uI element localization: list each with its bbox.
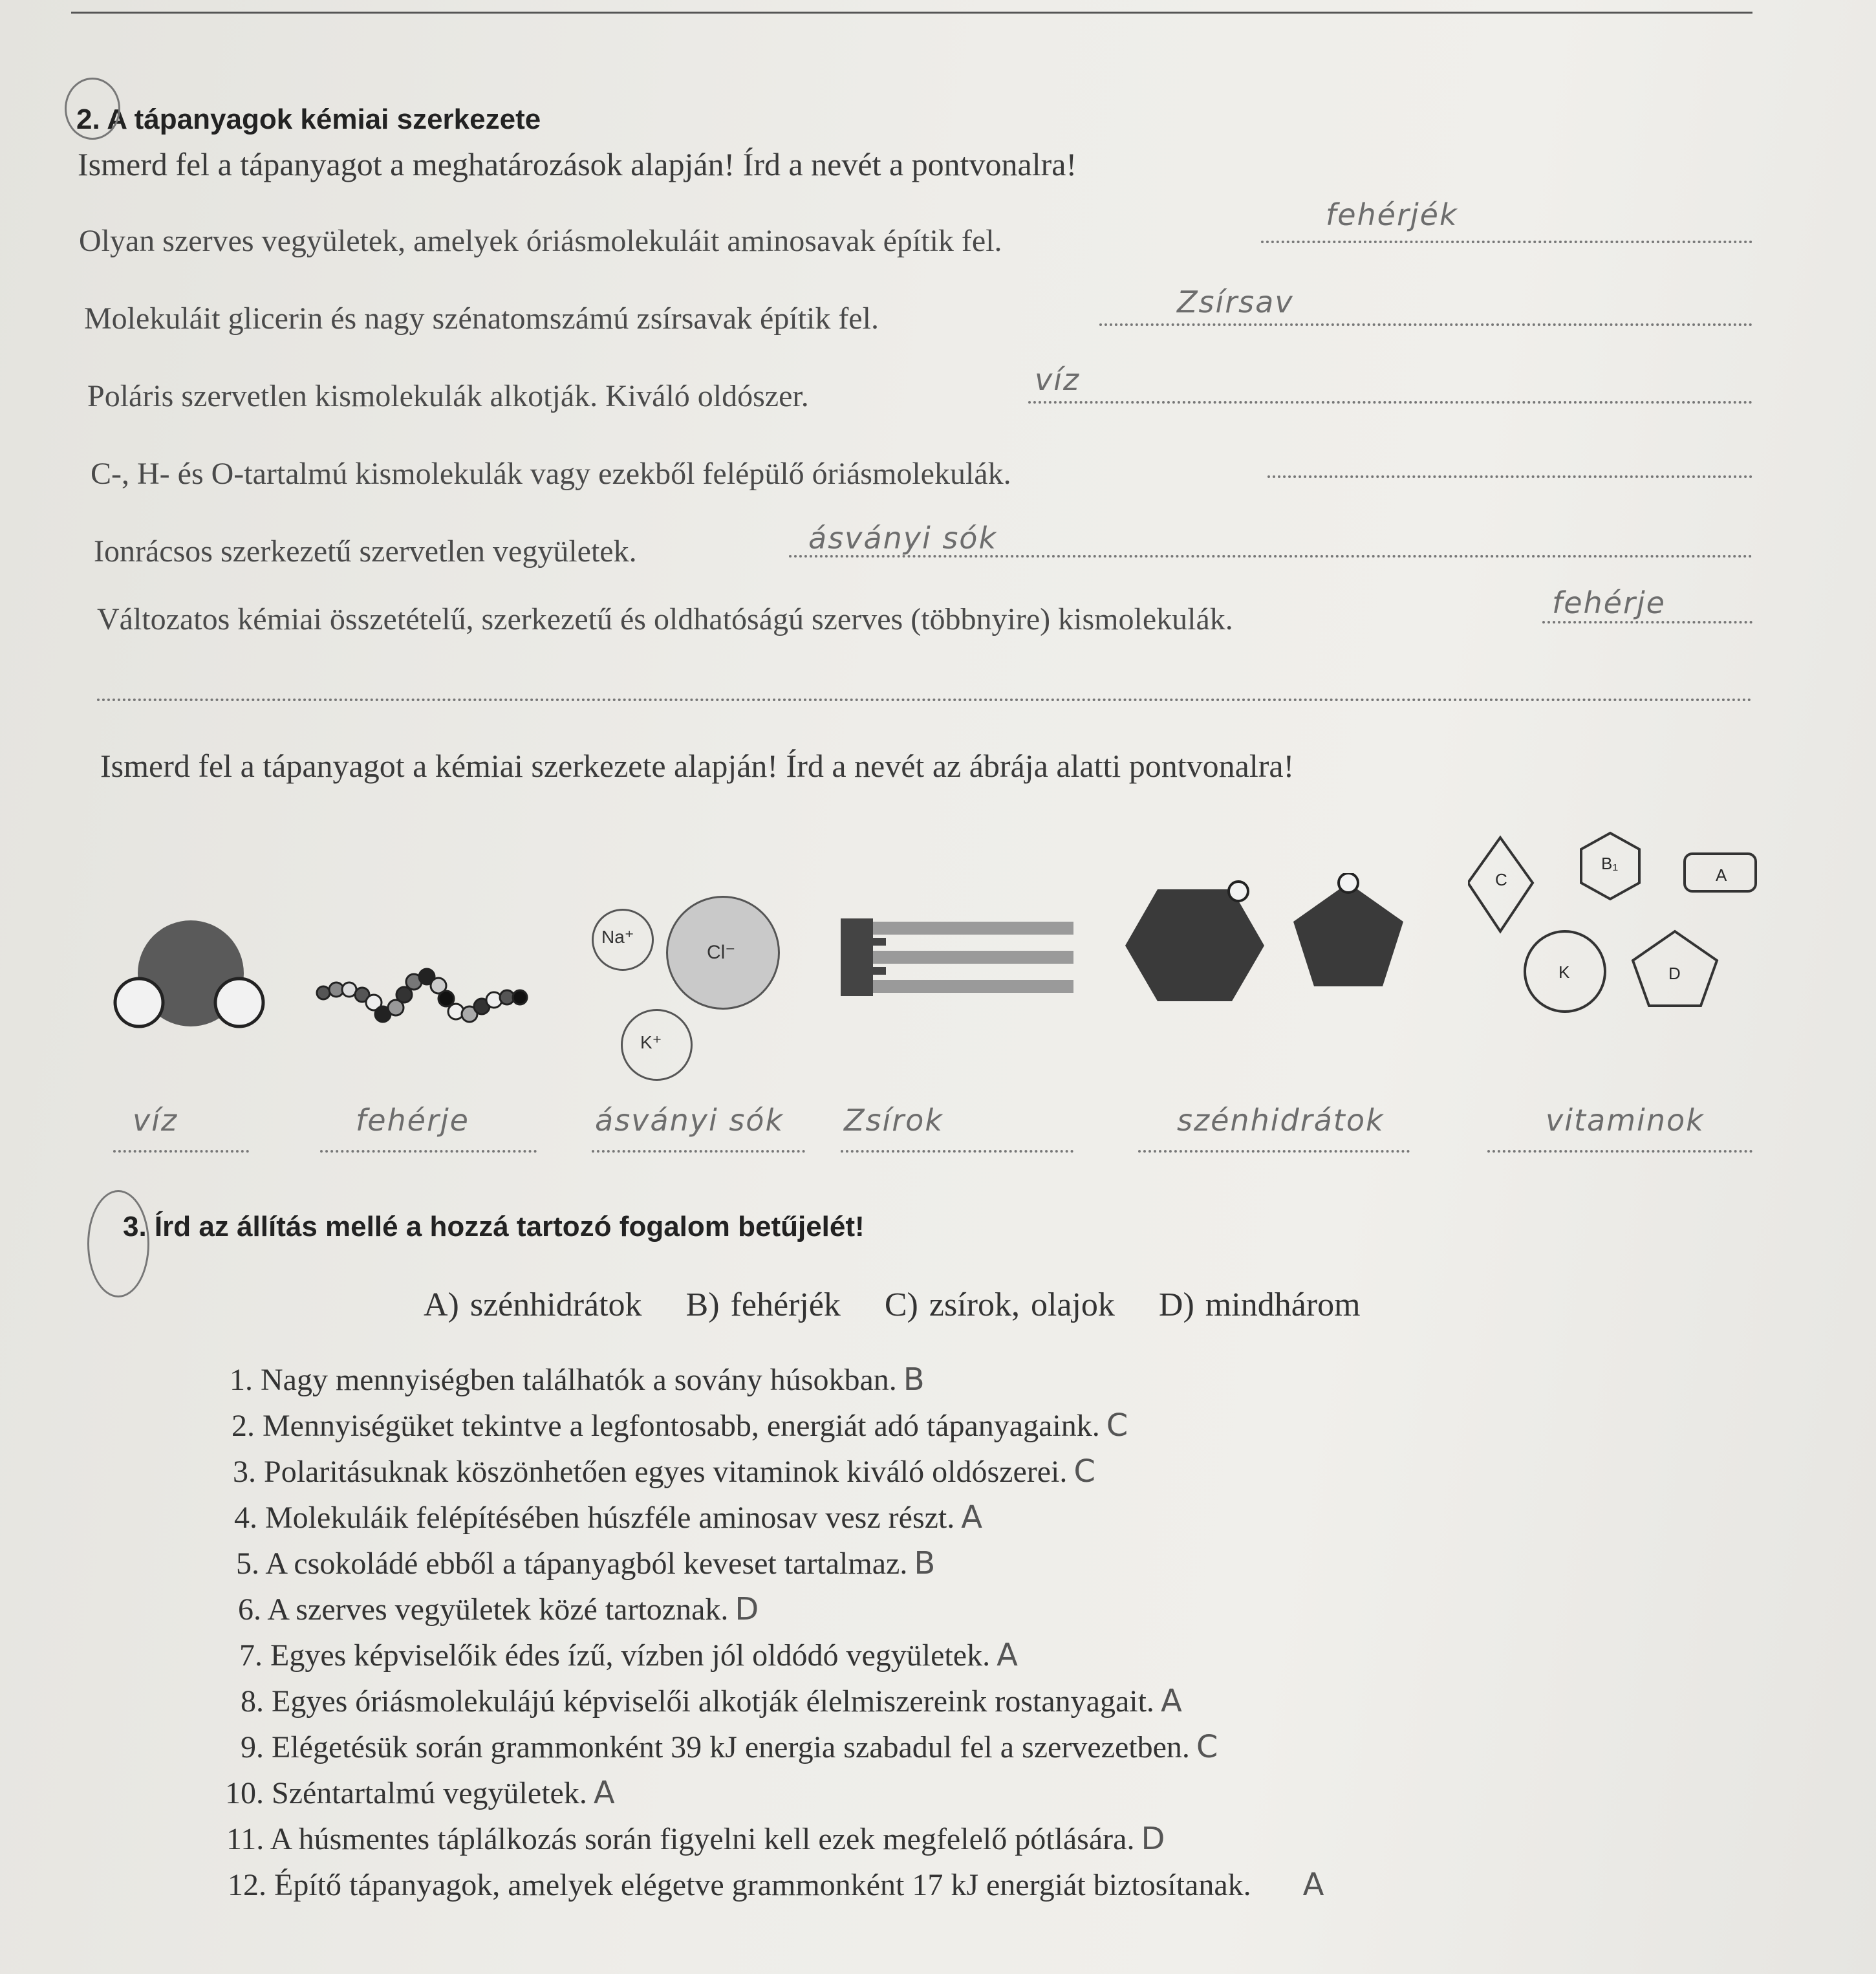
structure-answer-2: fehérje (356, 1103, 469, 1138)
vitamin-d-label: D (1668, 964, 1681, 983)
handwritten-answer-5: ásványi sók (808, 521, 998, 556)
structure-answer-line-3[interactable] (592, 1150, 805, 1153)
water-molecule-diagram (110, 906, 265, 1035)
statement-8: 8. Egyes óriásmolekulájú képviselői alkotják élelmiszereink rostanyagait. A (241, 1683, 1182, 1719)
statement-3-answer: C (1073, 1453, 1095, 1490)
question-circle-mark (65, 78, 120, 140)
sodium-ion-label: Na⁺ (601, 927, 634, 947)
structure-answer-line-4[interactable] (841, 1150, 1073, 1153)
definition-2: Molekuláit glicerin és nagy szénatomszámú zsírsavak építik fel. (84, 301, 879, 336)
section-3-title: 3. Írd az állítás mellé a hozzá tartozó fogalom betűjelét! (123, 1211, 865, 1242)
vitamin-a-label: A (1716, 865, 1727, 885)
statement-4-answer: A (961, 1499, 983, 1535)
statement-9: 9. Elégetésük során grammonként 39 kJ energia szabadul fel a szervezetben. C (241, 1729, 1218, 1765)
carbohydrate-diagram (1125, 873, 1423, 1009)
statement-1: 1. Nagy mennyiségben találhatók a sovány húsokban. B (230, 1361, 925, 1398)
answer-line-6[interactable] (1542, 621, 1752, 624)
statement-5: 5. A csokoládé ebből a tápanyagból keveset tartalmaz. B (236, 1545, 936, 1581)
statement-12-answer: A (1302, 1867, 1324, 1903)
structure-answer-4: Zsírok (844, 1103, 943, 1138)
top-rule (71, 12, 1752, 14)
vitamin-c-label: C (1495, 870, 1507, 889)
potassium-ion-label: K⁺ (640, 1032, 662, 1052)
statement-12: 12. Építő tápanyagok, amelyek elégetve grammonként 17 kJ energiát biztosítanak. A (228, 1867, 1324, 1903)
statement-1-answer: B (903, 1361, 925, 1398)
statement-11: 11. A húsmentes táplálkozás során figyelni kell ezek megfelelő pótlására. D (226, 1821, 1165, 1857)
structure-answer-line-2[interactable] (320, 1150, 537, 1153)
question-3-circle-mark (87, 1190, 149, 1297)
handwritten-answer-6: fehérje (1552, 585, 1666, 620)
definition-4: C-, H- és O-tartalmú kismolekulák vagy ezekből felépülő óriásmolekulák. (91, 457, 1011, 491)
structure-answer-6: vitaminok (1546, 1103, 1705, 1138)
structure-answer-line-5[interactable] (1138, 1150, 1410, 1153)
handwritten-answer-2: Zsírsav (1177, 285, 1294, 320)
definition-1: Olyan szerves vegyületek, amelyek óriásmolekuláit aminosavak építik fel. (79, 224, 1002, 258)
chloride-ion-label: Cl⁻ (707, 942, 736, 963)
handwritten-answer-1: fehérjék (1326, 197, 1458, 232)
handwritten-answer-3: víz (1035, 362, 1081, 397)
structure-answer-line-6[interactable] (1487, 1150, 1752, 1153)
definition-3: Poláris szervetlen kismolekulák alkotják. Kiváló oldószer. (87, 379, 809, 413)
statement-4: 4. Molekuláik felépítésében húszféle aminosav vesz részt. A (234, 1499, 983, 1535)
instruction-definitions: Ismerd fel a tápanyagot a meghatározások alapján! Írd a nevét a pontvonalra! (78, 146, 1077, 182)
statement-9-answer: C (1196, 1729, 1218, 1765)
vitamin-b1-label: B₁ (1601, 854, 1619, 873)
definition-6: Változatos kémiai összetételű, szerkezetű és oldhatóságú szerves (többnyire) kismolekulák. (97, 602, 1233, 636)
statement-6-answer: D (735, 1591, 759, 1627)
statement-2-answer: C (1106, 1407, 1128, 1444)
structure-answer-3: ásványi sók (595, 1103, 784, 1138)
statement-7-answer: A (997, 1637, 1018, 1673)
protein-chain-diagram (310, 957, 543, 1035)
answer-line-2[interactable] (1099, 323, 1752, 326)
answer-line-1[interactable] (1261, 241, 1752, 243)
statement-10-answer: A (593, 1775, 615, 1811)
statement-7: 7. Egyes képviselőik édes ízű, vízben jól oldódó vegyületek. A (239, 1637, 1018, 1673)
statement-2: 2. Mennyiségüket tekintve a legfontosabb, energiát adó tápanyagaink. C (232, 1407, 1128, 1444)
statement-10: 10. Széntartalmú vegyületek. A (225, 1775, 615, 1811)
instruction-structures: Ismerd fel a tápanyagot a kémiai szerkezete alapján! Írd a nevét az ábrája alatti pontvonalra! (100, 748, 1295, 784)
concept-options: A) szénhidrátok B) fehérjék C) zsírok, olajok D) mindhárom (424, 1286, 1361, 1323)
vitamin-k-label: K (1558, 962, 1570, 982)
statement-5-answer: B (914, 1545, 936, 1581)
section-2-title: 2. A tápanyagok kémiai szerkezete (76, 103, 541, 135)
structure-answer-5: szénhidrátok (1177, 1103, 1385, 1138)
statement-8-answer: A (1160, 1683, 1182, 1719)
statement-11-answer: D (1141, 1821, 1165, 1857)
statement-3: 3. Polaritásuknak köszönhetően egyes vitaminok kiváló oldószerei. C (233, 1453, 1095, 1490)
structure-answer-1: víz (133, 1103, 178, 1138)
statement-6: 6. A szerves vegyületek közé tartoznak. D (238, 1591, 759, 1627)
answer-line-3[interactable] (1028, 401, 1752, 404)
definition-5: Ionrácsos szerkezetű szervetlen vegyületek. (94, 534, 637, 569)
fat-molecule-diagram (841, 918, 1080, 996)
answer-line-4[interactable] (1267, 475, 1752, 478)
answer-line-6-continued[interactable] (97, 699, 1752, 701)
structure-answer-line-1[interactable] (113, 1150, 249, 1153)
